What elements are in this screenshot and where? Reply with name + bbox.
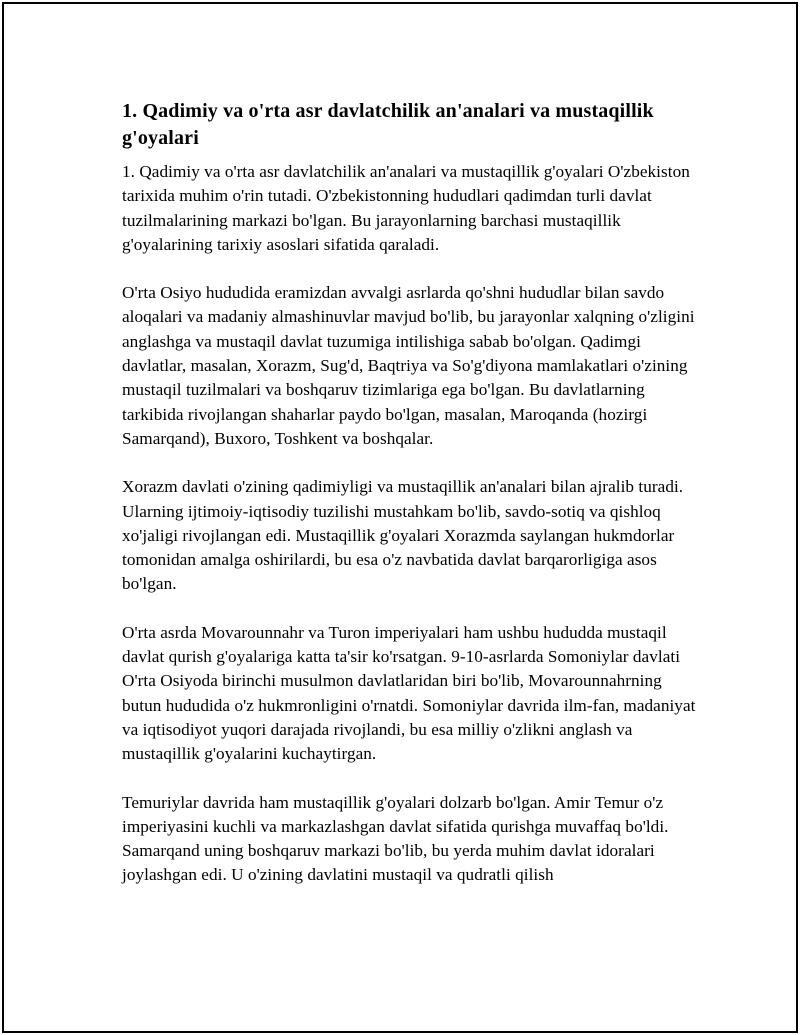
paragraph-timurids: Temuriylar davrida ham mustaqillik g'oyalari dolzarb bo'lgan. Amir Temur o'z imperiyasini kuchli va markazlashgan davlat sifatida qurishga muvaffaq bo'ldi. Samarqand uning boshqaruv markazi bo'lib, bu yerda muhim davlat idoralari joylashgan edi. U o'zining davlatini mustaqil va qudratli qilish (122, 792, 669, 885)
paragraph-central-asia: O'rta Osiyo hududida eramizdan avvalgi asrlarda qo'shni hududlar bilan savdo aloqalari va madaniy almashinuvlar mavjud bo'lib, bu jarayonlar xalqning o'zligini anglashga va mustaqil davlat tuzumiga intilishiga sabab bo'olgan. Qadimgi davlatlar, masalan, Xorazm, Sug'd, Baqtriya va So'g'diyona mamlakatlari o'zining mustaqil tuzilmalari va boshqaruv tizimlariga ega bo'lgan. Bu davlatlarning tarkibida rivojlangan shaharlar paydo bo'lgan, masalan, Maroqanda (hozirgi Samarqand), Buxoro, Toshkent va boshqalar. (122, 283, 695, 448)
paragraph-intro: 1. Qadimiy va o'rta asr davlatchilik an'analari va mustaqillik g'oyalari O'zbekiston tarixida muhim o'rin tutadi. O'zbekistonning hududlari qadimdan turli davlat tuzilmalarining markazi bo'lgan. Bu jarayonlarning barchasi mustaqillik g'oyalarining tarixiy asoslari sifatida qaraladi. (122, 162, 690, 254)
document-page (2, 2, 798, 1033)
document-heading: 1. Qadimiy va o'rta asr davlatchilik an'analari va mustaqillik g'oyalari (122, 100, 654, 149)
paragraph-medieval: O'rta asrda Movarounnahr va Turon imperiyalari ham ushbu hududda mustaqil davlat qurish g'oyalariga katta ta'sir ko'rsatgan. 9-10-asrlarda Somoniylar davlati O'rta Osiyoda birinchi musulmon davlatlaridan biri bo'lib, Movarounnahrning butun hududida o'z hukmronligini o'rnatdi. Somoniylar davrida ilm-fan, madaniyat va iqtisodiyot yuqori darajada rivojlandi, bu esa milliy o'zlikni anglash va mustaqillik g'oyalarini kuchaytirgan. (122, 622, 696, 764)
paragraph-khorezm: Xorazm davlati o'zining qadimiyligi va mustaqillik an'analari bilan ajralib turadi. Ularning ijtimoiy-iqtisodiy tuzilishi mustahkam bo'lib, savdo-sotiq va qishloq xo'jaligi rivojlangan edi. Mustaqillik g'oyalari Xorazmda saylangan hukmdorlar tomonidan amalga oshirilardi, bu esa o'z navbatida davlat barqarorligiga asos bo'lgan. (122, 477, 684, 594)
document-content (122, 98, 700, 888)
